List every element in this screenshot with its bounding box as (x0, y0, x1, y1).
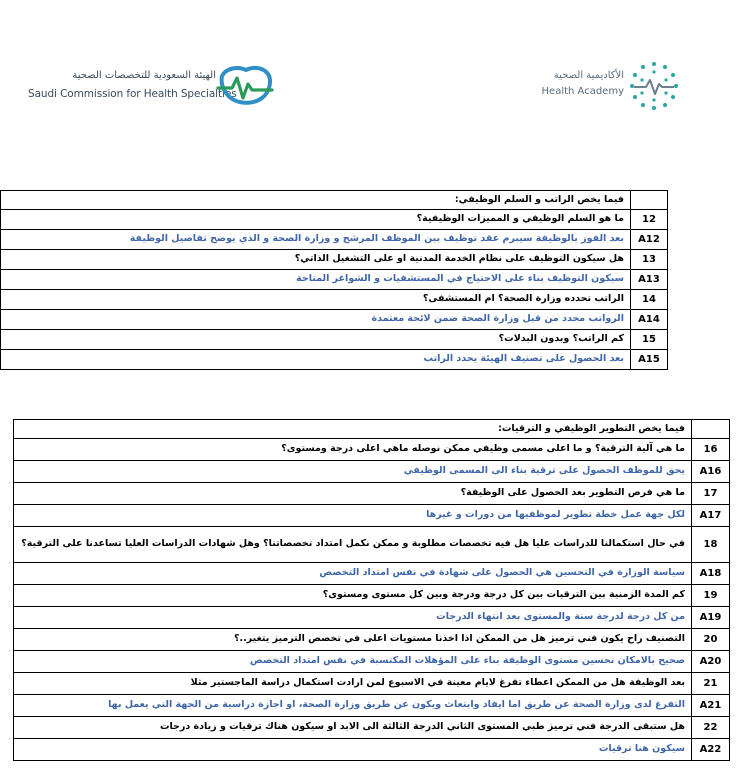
answer-number: A21 (692, 695, 730, 717)
scfhs-english-name: Saudi Commission for Health Specialties (28, 88, 237, 100)
question-number: 19 (692, 585, 730, 607)
question-row (14, 439, 730, 461)
question-row (1, 210, 668, 230)
answer-text: يحق للموظف الحصول على ترقية بناء الى المسمى الوظيفي (14, 461, 692, 483)
answer-text: التفرغ لدى وزارة الصحة عن طريق اما ايفاد وابتعاث ويكون عن طريق وزارة الصحة، او اجازة دراسية من الجهة التي يعمل بها (14, 695, 692, 717)
answer-row (1, 350, 668, 370)
question-text: ما هو السلم الوظيفي و المميزات الوظيفية؟ (1, 210, 631, 230)
answer-number: A22 (692, 739, 730, 761)
answer-text: بعد الفوز بالوظيفة سيبرم عقد توظيف بين الموظف المرشح و وزارة الصحة و الذي يوضح تفاصيل الوظيفة (1, 230, 631, 250)
question-row (1, 330, 668, 350)
answer-number: A14 (631, 310, 668, 330)
section-heading: فيما يخص التطوير الوظيفي و الترقيات: (14, 420, 692, 439)
question-row (1, 250, 668, 270)
answer-text: صحيح بالامكان تحسين مستوى الوظيفة بناء على المؤهلات المكتسبة في نفس امتداد التخصص (14, 651, 692, 673)
question-row (14, 585, 730, 607)
answer-row (14, 651, 730, 673)
question-row (14, 527, 730, 563)
career-development-section-table (13, 419, 730, 761)
answer-number: A13 (631, 270, 668, 290)
health-academy-logo (540, 58, 680, 112)
question-number: 21 (692, 673, 730, 695)
answer-text: لكل جهة عمل خطة تطوير لموظفيها من دورات و غيرها (14, 505, 692, 527)
scfhs-logo (28, 62, 278, 110)
answer-number: A19 (692, 607, 730, 629)
section-heading: فيما يخص الراتب و السلم الوظيفي: (1, 191, 631, 210)
answer-number: A18 (692, 563, 730, 585)
answer-text: من كل درجة لدرجة سنة والمستوى بعد انتهاء الدرجات (14, 607, 692, 629)
answer-number: A15 (631, 350, 668, 370)
question-text: التصنيف راح يكون فني ترميز هل من الممكن اذا اخذنا مستويات اعلى في تخصص الترميز يتغير..؟ (14, 629, 692, 651)
salary-section-table (0, 190, 668, 370)
question-text: هل سيكون التوظيف على نظام الخدمة المدنية او على التشغيل الذاتي؟ (1, 250, 631, 270)
answer-text: سيكون التوظيف بناء على الاحتياج في المستشفيات و الشواغر المتاحة (1, 270, 631, 290)
academy-english-name: Health Academy (541, 86, 624, 97)
question-row (14, 673, 730, 695)
question-number: 12 (631, 210, 668, 230)
answer-number: A16 (692, 461, 730, 483)
answer-number: A12 (631, 230, 668, 250)
question-number: 14 (631, 290, 668, 310)
answer-row (14, 695, 730, 717)
saudi-map-heartbeat-icon (212, 62, 278, 108)
question-row (14, 717, 730, 739)
answer-row (1, 270, 668, 290)
section-heading-row (1, 191, 668, 210)
answer-text: بعد الحصول على تصنيف الهيئة يحدد الراتب (1, 350, 631, 370)
answer-number: A20 (692, 651, 730, 673)
question-number: 22 (692, 717, 730, 739)
answer-row (14, 461, 730, 483)
section-heading-row (14, 420, 730, 439)
question-text: بعد الوظيفة هل من الممكن اعطاء تفرغ لايام معينة في الاسبوع لمن ارادت استكمال دراسة الماجستير مثلا (14, 673, 692, 695)
question-number: 13 (631, 250, 668, 270)
answer-row (14, 505, 730, 527)
question-row (1, 290, 668, 310)
question-number: 18 (692, 527, 730, 563)
question-text: في حال استكمالنا للدراسات عليا هل فيه تخصصات مطلوبة و ممكن نكمل امتداد تخصصاتنا؟ وهل شهادات الدراسات العليا تساعدنا على الترقية؟ (14, 527, 692, 563)
question-text: الراتب تحدده وزارة الصحة؟ ام المستشفى؟ (1, 290, 631, 310)
answer-row (14, 739, 730, 761)
question-number: 16 (692, 439, 730, 461)
answer-row (14, 563, 730, 585)
question-text: هل ستبقى الدرجة فني ترميز طبي المستوى الثاني الدرجة الثالثة الى الابد او سيكون هناك ترقيات و زيادة درجات (14, 717, 692, 739)
heading-number-cell (692, 420, 730, 439)
answer-row (1, 230, 668, 250)
question-row (14, 629, 730, 651)
question-number: 17 (692, 483, 730, 505)
answer-text: سيكون هنا ترقيات (14, 739, 692, 761)
question-text: كم المدة الزمنية بين الترقيات بين كل درجة ودرجة وبين كل مستوى ومستوى؟ (14, 585, 692, 607)
question-text: ما هي آلية الترقية؟ و ما اعلى مسمى وظيفي ممكن نوصله ماهي اعلى درجة ومستوى؟ (14, 439, 692, 461)
heading-number-cell (631, 191, 668, 210)
answer-row (1, 310, 668, 330)
scfhs-arabic-name: الهيئة السعودية للتخصصات الصحية (72, 70, 216, 81)
academy-arabic-name: الأكاديمية الصحية (553, 70, 624, 81)
question-text: ما هي فرص التطوير بعد الحصول على الوظيفة؟ (14, 483, 692, 505)
question-row (14, 483, 730, 505)
answer-number: A17 (692, 505, 730, 527)
answer-row (14, 607, 730, 629)
question-number: 20 (692, 629, 730, 651)
question-text: كم الراتب؟ وبدون البدلات؟ (1, 330, 631, 350)
academy-star-heartbeat-icon (628, 60, 680, 112)
answer-text: الرواتب محدد من قبل وزارة الصحة ضمن لائحة معتمدة (1, 310, 631, 330)
question-number: 15 (631, 330, 668, 350)
answer-text: سياسة الوزارة في التحسين هي الحصول على شهادة في نفس امتداد التخصص (14, 563, 692, 585)
